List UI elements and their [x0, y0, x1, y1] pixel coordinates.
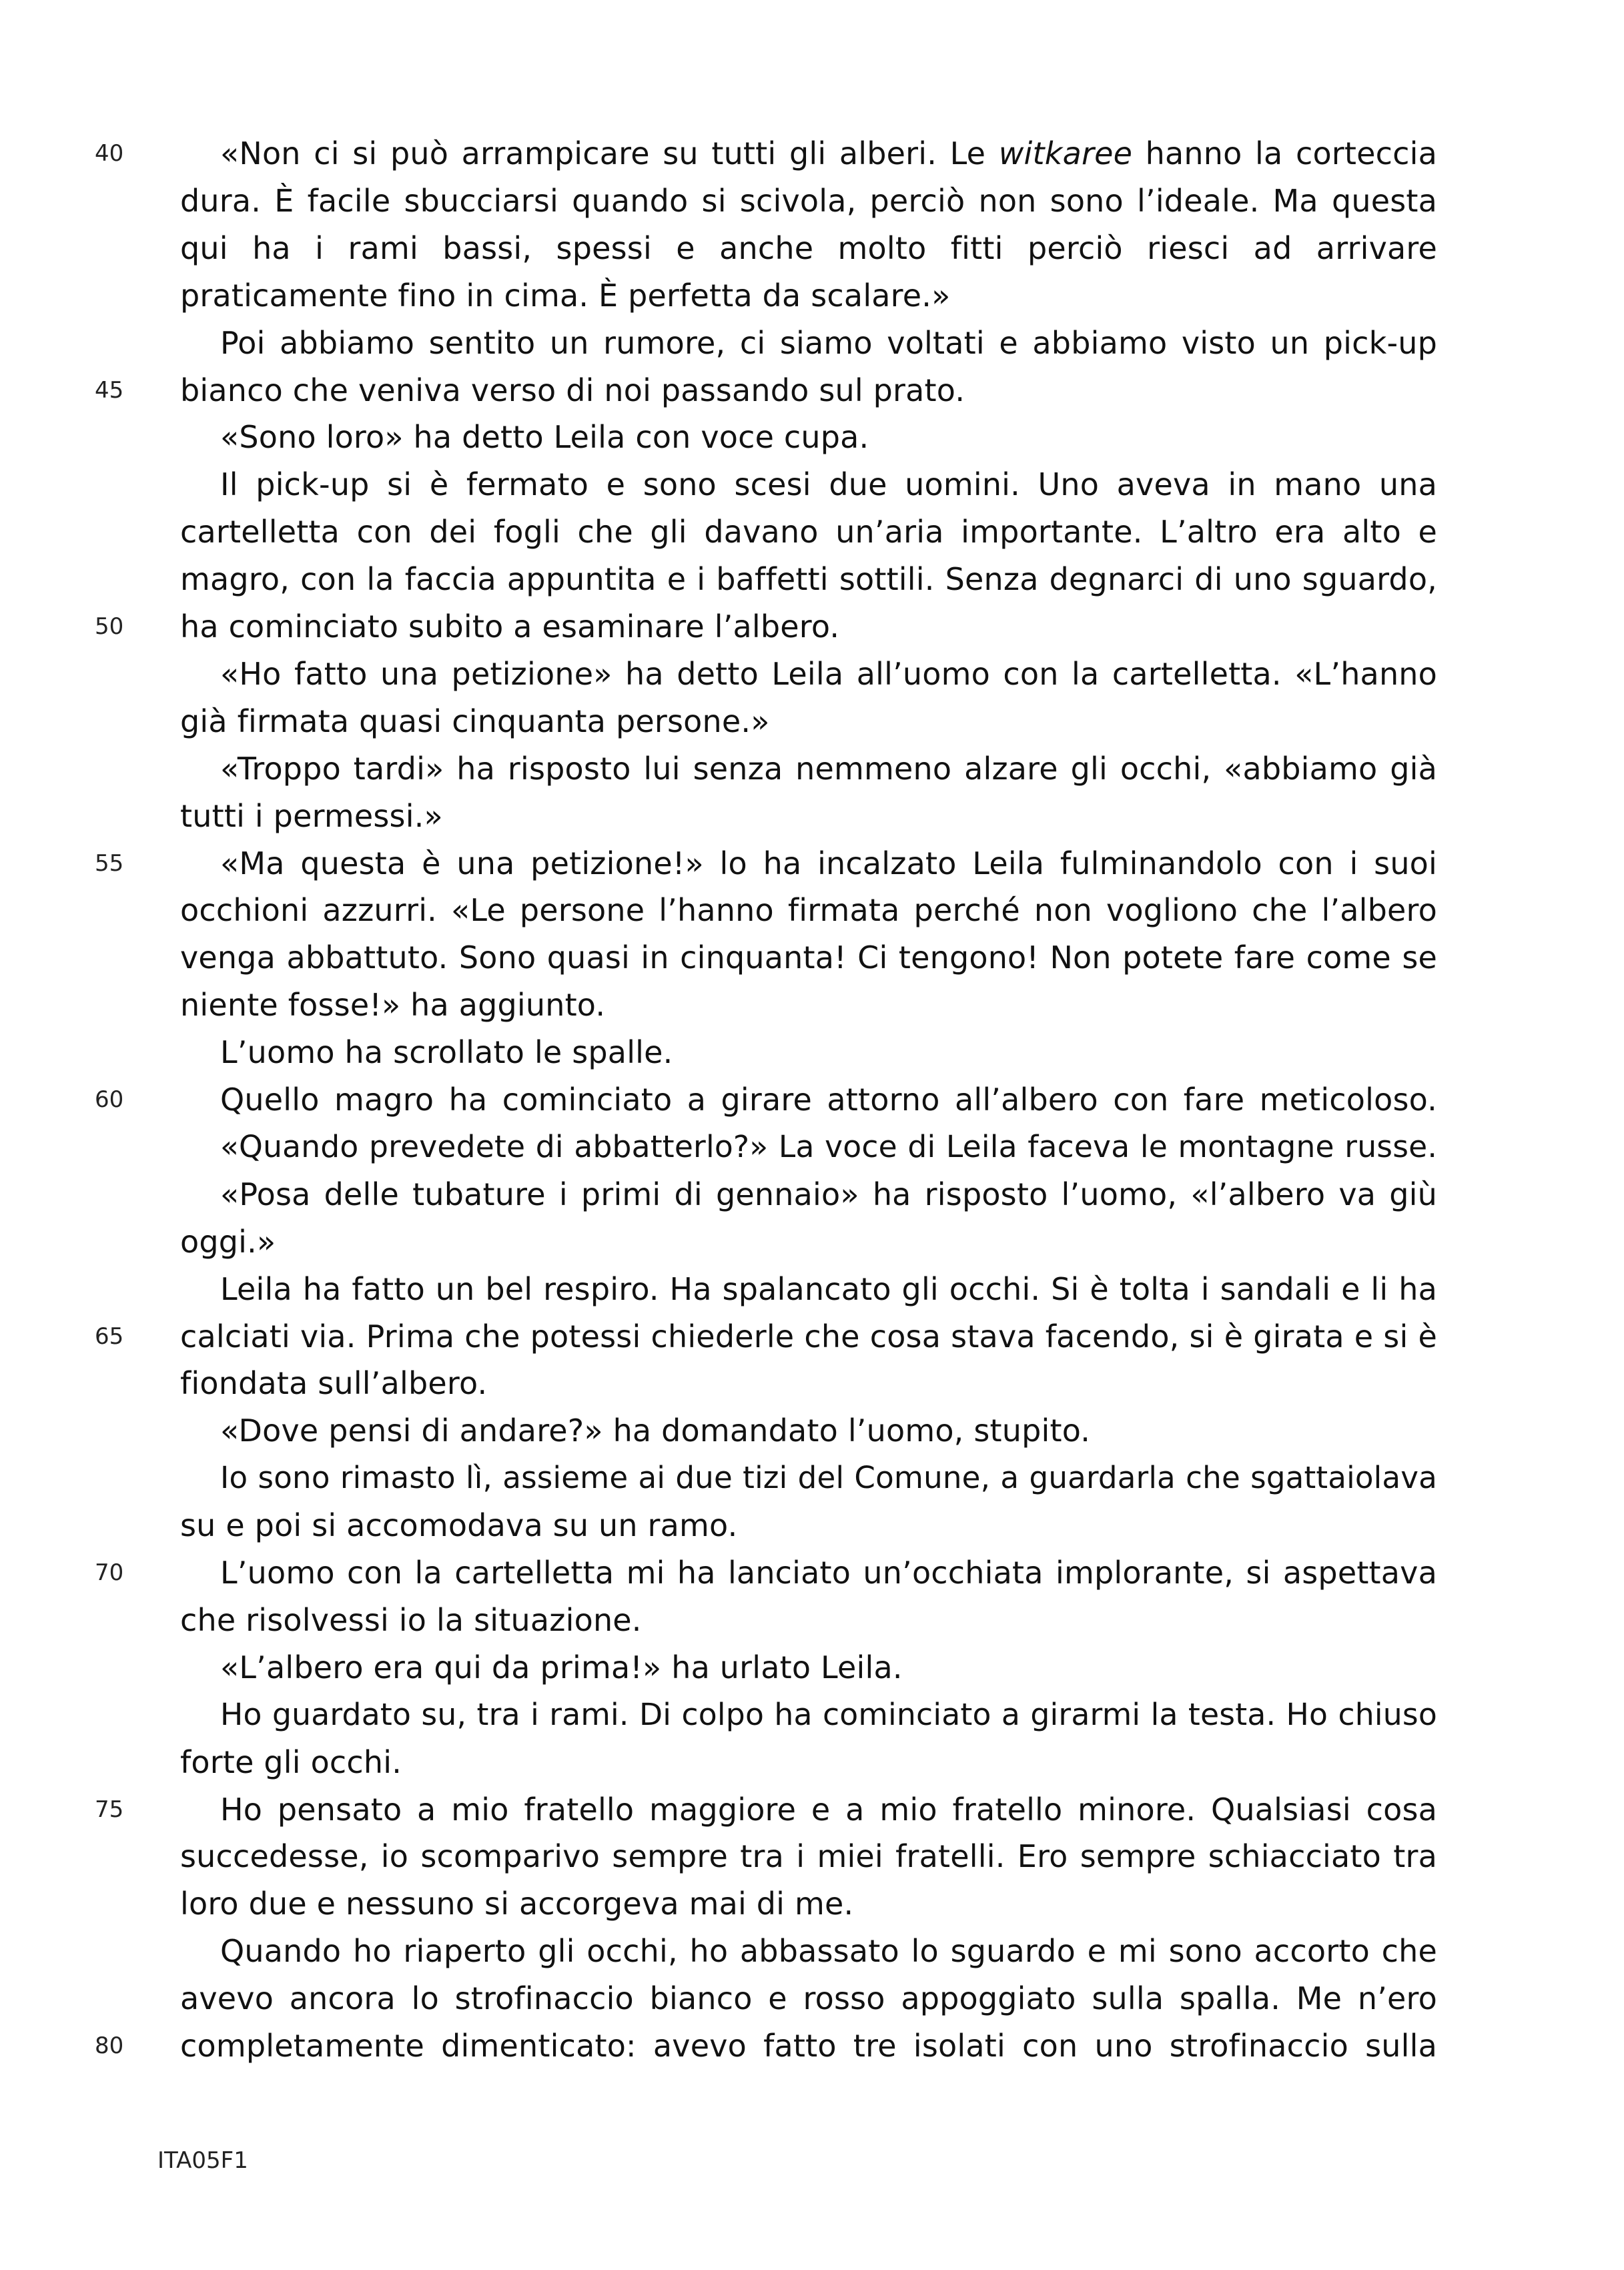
- text-line: [0, 1409, 1624, 1457]
- text-line: [0, 1126, 1624, 1173]
- text-line: [0, 795, 1624, 842]
- text-line: [0, 1268, 1624, 1315]
- line-text-segment: «Non ci si può arrampicare su tutti gli alberi. Le: [220, 135, 999, 171]
- line-text: «Ho fatto una petizione» ha detto Leila all’uomo con la cartelletta. «L’hanno: [220, 656, 1437, 692]
- text-line: [0, 1551, 1624, 1599]
- line-text: succedesse, io scomparivo sempre tra i miei fratelli. Ero sempre schiacciato tra: [180, 1838, 1437, 1874]
- line-text: «Ma questa è una petizione!» lo ha incalzato Leila fulminandolo con i suoi: [220, 845, 1437, 881]
- line-text: «Quando prevedete di abbatterlo?» La voce di Leila faceva le montagne russe.: [220, 1129, 1437, 1164]
- line-text: Il pick-up si è fermato e sono scesi due uomini. Uno aveva in mano una: [220, 466, 1437, 502]
- line-text: niente fosse!» ha aggiunto.: [180, 987, 606, 1023]
- line-text: «L’albero era qui da prima!» ha urlato Leila.: [220, 1649, 903, 1685]
- line-text: già firmata quasi cinquanta persone.»: [180, 703, 770, 739]
- text-line: [0, 1504, 1624, 1551]
- line-text: occhioni azzurri. «Le persone l’hanno firmata perché non vogliono che l’albero: [180, 892, 1437, 928]
- line-number: 65: [95, 1323, 124, 1350]
- line-text: qui ha i rami bassi, spessi e anche molto fitti perciò riesci ad arrivare: [180, 230, 1437, 266]
- line-text: Ho pensato a mio fratello maggiore e a mio fratello minore. Qualsiasi cosa: [220, 1792, 1437, 1828]
- line-text: completamente dimenticato: avevo fatto tre isolati con uno strofinaccio sulla: [180, 2028, 1437, 2064]
- line-text: «Troppo tardi» ha risposto lui senza nemmeno alzare gli occhi, «abbiamo già: [220, 751, 1437, 787]
- line-text: Quando ho riaperto gli occhi, ho abbassato lo sguardo e mi sono accorto che: [220, 1933, 1437, 1969]
- line-text: L’uomo con la cartelletta mi ha lanciato un’occhiata implorante, si aspettava: [220, 1555, 1437, 1591]
- text-line: [0, 700, 1624, 747]
- line-text: avevo ancora lo strofinaccio bianco e rosso appoggiato sulla spalla. Me n’ero: [180, 1980, 1437, 2016]
- text-line: [0, 1693, 1624, 1741]
- line-text: oggi.»: [180, 1224, 276, 1260]
- text-line: [0, 510, 1624, 558]
- text-line: [0, 1457, 1624, 1504]
- text-line: [0, 463, 1624, 510]
- text-line: [0, 1599, 1624, 1646]
- line-text: calciati via. Prima che potessi chiederle che cosa stava facendo, si è girata e si è: [180, 1318, 1437, 1355]
- text-line: [0, 369, 1624, 416]
- text-line: [0, 2024, 1624, 2072]
- line-text: Quello magro ha cominciato a girare attorno all’albero con fare meticoloso.: [220, 1082, 1437, 1118]
- text-line: [0, 653, 1624, 700]
- line-text: L’uomo ha scrollato le spalle.: [220, 1034, 673, 1070]
- line-number: 50: [95, 613, 124, 640]
- text-line: [0, 1031, 1624, 1078]
- line-text: dura. È facile sbucciarsi quando si scivola, perciò non sono l’ideale. Ma questa: [180, 183, 1437, 219]
- line-text: loro due e nessuno si accorgeva mai di me.: [180, 1886, 854, 1922]
- text-line: [0, 1220, 1624, 1268]
- text-line: [0, 605, 1624, 653]
- text-line: [0, 322, 1624, 369]
- document-code: ITA05F1: [157, 2147, 248, 2174]
- text-line: [0, 1173, 1624, 1220]
- text-line: [0, 1315, 1624, 1363]
- line-number: 55: [95, 850, 124, 877]
- line-text: Io sono rimasto lì, assieme ai due tizi del Comune, a guardarla che sgattaiolava: [220, 1460, 1437, 1495]
- line-number: 60: [95, 1086, 124, 1113]
- line-text: praticamente fino in cima. È perfetta da scalare.»: [180, 278, 951, 314]
- line-number: 70: [95, 1559, 124, 1586]
- line-text: Ho guardato su, tra i rami. Di colpo ha cominciato a girarmi la testa. Ho chiuso: [220, 1697, 1437, 1732]
- line-text: fiondata sull’albero.: [180, 1365, 488, 1401]
- line-text: [220, 132, 1437, 175]
- text-line: [0, 842, 1624, 889]
- line-number: 80: [95, 2032, 124, 2059]
- line-text: magro, con la faccia appuntita e i baffetti sottili. Senza degnarci di uno sguardo,: [180, 561, 1437, 597]
- line-text: forte gli occhi.: [180, 1744, 402, 1780]
- line-text: Leila ha fatto un bel respiro. Ha spalancato gli occhi. Si è tolta i sandali e li ha: [220, 1271, 1437, 1307]
- line-text-segment: hanno la corteccia: [1132, 135, 1437, 171]
- line-number: 40: [95, 140, 124, 167]
- line-text: «Dove pensi di andare?» ha domandato l’uomo, stupito.: [220, 1413, 1091, 1449]
- text-line: [0, 558, 1624, 605]
- text-line: [0, 936, 1624, 984]
- text-line: [0, 1835, 1624, 1882]
- text-line: [0, 1977, 1624, 2024]
- line-text: tutti i permessi.»: [180, 798, 443, 834]
- line-text: «Posa delle tubature i primi di gennaio» ha risposto l’uomo, «l’albero va giù: [220, 1176, 1437, 1212]
- text-line: [0, 1078, 1624, 1126]
- italic-term: witkaree: [998, 135, 1133, 171]
- line-text: cartelletta con dei fogli che gli davano un’aria importante. L’altro era alto e: [180, 514, 1437, 550]
- text-line: [0, 747, 1624, 795]
- line-text: venga abbattuto. Sono quasi in cinquanta! Ci tengono! Non potete fare come se: [180, 939, 1437, 976]
- line-text: su e poi si accomodava su un ramo.: [180, 1507, 738, 1543]
- text-line: [0, 1741, 1624, 1788]
- text-line: [0, 984, 1624, 1031]
- line-text: «Sono loro» ha detto Leila con voce cupa.: [220, 419, 869, 455]
- text-line: [0, 179, 1624, 227]
- line-text: che risolvessi io la situazione.: [180, 1602, 642, 1638]
- line-number: 75: [95, 1796, 124, 1823]
- line-text: bianco che veniva verso di noi passando sul prato.: [180, 372, 965, 408]
- text-line: [0, 1788, 1624, 1836]
- text-line: [0, 227, 1624, 274]
- text-line: [0, 274, 1624, 322]
- line-number: 45: [95, 377, 124, 404]
- text-line: [0, 1882, 1624, 1930]
- text-line: [0, 1362, 1624, 1409]
- text-line: [0, 132, 1624, 179]
- text-line: [0, 1646, 1624, 1693]
- line-text: ha cominciato subito a esaminare l’albero.: [180, 609, 840, 645]
- line-text: Poi abbiamo sentito un rumore, ci siamo voltati e abbiamo visto un pick-up: [220, 325, 1437, 361]
- text-line: [0, 889, 1624, 936]
- text-line: [0, 416, 1624, 463]
- text-line: [0, 1930, 1624, 1977]
